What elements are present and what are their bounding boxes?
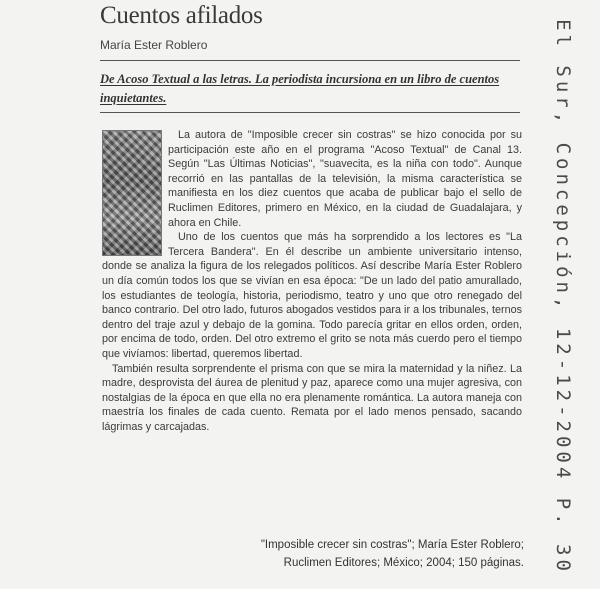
paragraph-2: Uno de los cuentos que más ha sorprendido a los lectores es "La Tercera Bandera". En él describe un ambiente universitario intenso, donde se analiza la figura de los relegados políticos. Así describe María Ester Roblero un día común todos los que se vivían en esa época: "De un lado del patio amurallado, los estudiantes de teología, historia, periodismo, teatro y uno que otro renegado del banco contrario. Del otro lado, futuros abogados vestidos para ir a los tribunales, ternos dentro del traje azul y debajo de la gomina. Todo parecía gritar en ellos orden, orden, por encima de todo, orden. Del otro extremo el grito se nota más cuerdo pero el tiempo que vivíamos: libertad, queremos libertad. [102, 231, 522, 360]
paragraph-1: La autora de "Imposible crecer sin costras" se hizo conocida por su participación este año en el programa "Acoso Textual" de Canal 13. Según "Las Últimas Noticias", "suavecita, es la niña con todo". Aunque recorrió en las pantallas de la televisión, la misma característica se manifiesta en los diez cuentos que acaba de publicar bajo el sello de Ruclimen Editores, primero en México, en la ciudad de Guadalajara, y ahora en Chile. [168, 129, 522, 229]
handwritten-source-note [533, 10, 583, 575]
lead-rule [100, 112, 520, 113]
top-rule [100, 60, 520, 61]
article-lead: De Acoso Textual a las letras. La periodista incursiona en un libro de cuentos inquietantes. [100, 72, 500, 105]
book-details [180, 536, 524, 572]
book-details-line-1: "Imposible crecer sin costras"; María Ester Roblero; [260, 539, 524, 551]
paragraph-3: También resulta sorprendente el prisma con que se mira la maternidad y la niñez. La madre, desprovista del áurea de plenitud y paz, aparece como una mujer agresiva, con nostalgias de la época en que ella no era plenamente romántica. La autora maneja con maestría los finales de cada cuento. Remata por el lado menos pensado, sacando lágrimas y carcajadas. [102, 362, 522, 433]
article-author: María Ester Roblero [100, 38, 208, 52]
book-details-line-2: Ruclimen Editores; México; 2004; 150 páginas. [283, 557, 524, 569]
handwritten-note-text: El Sur, Concepción, 12-12-2004 P. 30 [552, 19, 574, 575]
article-title: Cuentos afilados [100, 2, 263, 29]
article-body [102, 128, 522, 434]
